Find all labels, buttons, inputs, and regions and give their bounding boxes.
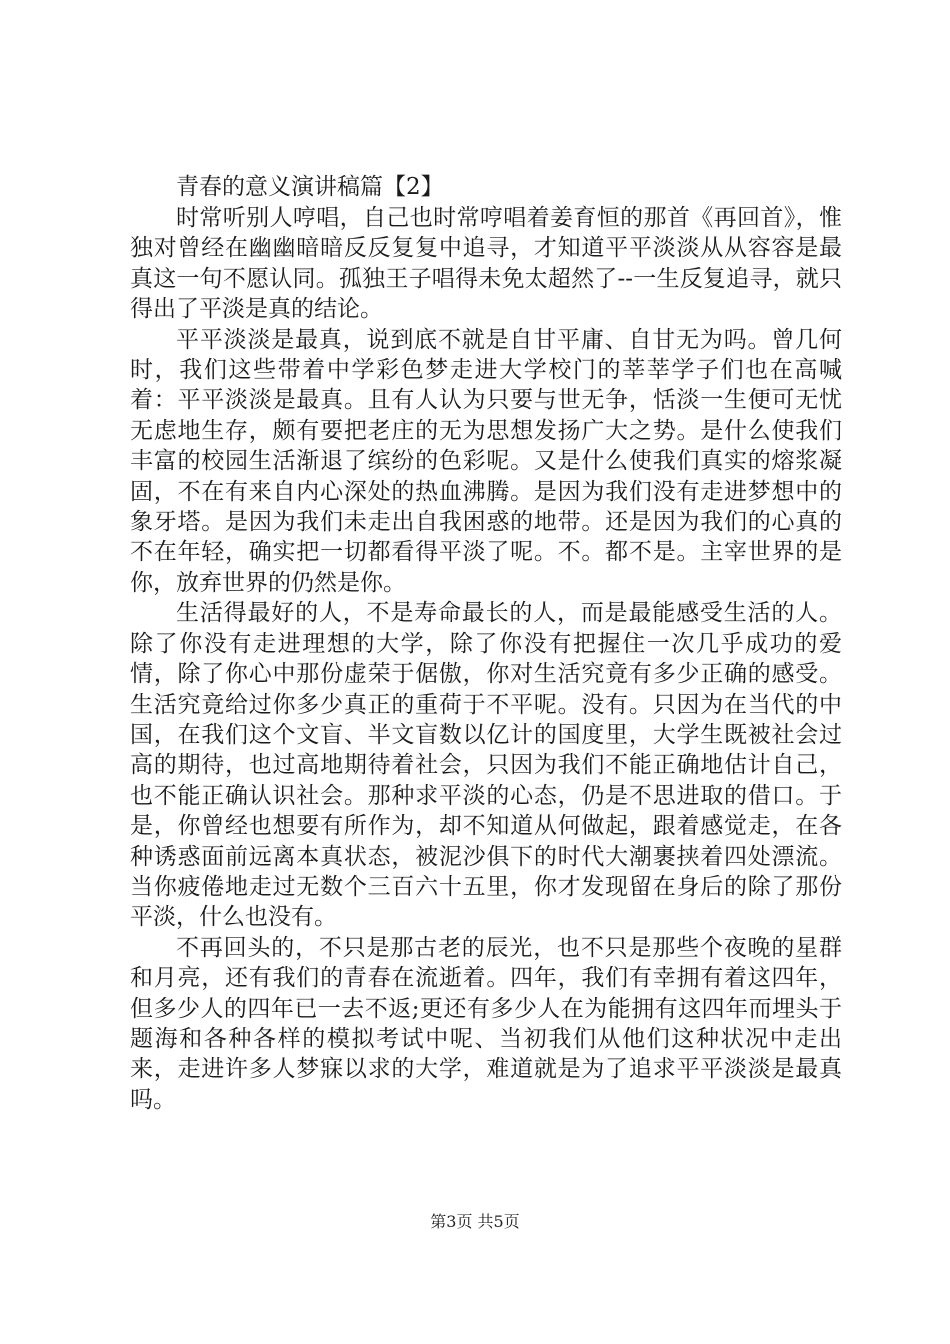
page-number-footer: 第3页 共5页 bbox=[430, 1212, 520, 1231]
document-body bbox=[130, 172, 842, 1115]
paragraph-2: 平平淡淡是最真，说到底不就是自甘平庸、自甘无为吗。曾几何时，我们这些带着中学彩色梦走进大学校门的莘莘学子们也在高喊着：平平淡淡是最真。且有人认为只要与世无争，恬淡一生便可无忧无虑地生存，颇有要把老庄的无为思想发扬广大之势。是什么使我们丰富的校园生活渐退了缤纷的色彩呢。又是什么使我们真实的熔浆凝固，不在有来自内心深处的热血沸腾。是因为我们没有走进梦想中的象牙塔。是因为我们未走出自我困惑的地带。还是因为我们的心真的不在年轻，确实把一切都看得平淡了呢。不。都不是。主宰世界的是你，放弃世界的仍然是你。 bbox=[130, 326, 842, 596]
paragraph-1: 时常听别人哼唱，自己也时常哼唱着姜育恒的那首《再回首》，惟独对曾经在幽幽暗暗反反复复中追寻，才知道平平淡淡从从容容是最真这一句不愿认同。孤独王子唱得未免太超然了--一生反复追寻，就只得出了平淡是真的结论。 bbox=[130, 205, 842, 323]
document-title: 青春的意义演讲稿篇【2】 bbox=[176, 174, 444, 200]
paragraph-3: 生活得最好的人，不是寿命最长的人，而是最能感受生活的人。除了你没有走进理想的大学，除了你没有把握住一次几乎成功的爱情，除了你心中那份虚荣于倨傲，你对生活究竟有多少正确的感受。生活究竟给过你多少真正的重荷于不平呢。没有。只因为在当代的中国，在我们这个文盲、半文盲数以亿计的国度里，大学生既被社会过高的期待，也过高地期待着社会，只因为我们不能正确地估计自己，也不能正确认识社会。那种求平淡的心态，仍是不思进取的借口。于是，你曾经也想要有所作为，却不知道从何做起，跟着感觉走，在各种诱惑面前远离本真状态，被泥沙俱下的时代大潮裹挟着四处漂流。当你疲倦地走过无数个三百六十五里，你才发现留在身后的除了那份平淡，什么也没有。 bbox=[130, 600, 842, 931]
paragraph-4: 不再回头的，不只是那古老的辰光，也不只是那些个夜晚的星群和月亮，还有我们的青春在流逝着。四年，我们有幸拥有着这四年，但多少人的四年已一去不返;更还有多少人在为能拥有这四年而埋头于题海和各种各样的模拟考试中呢、当初我们从他们这种状况中走出来，走进许多人梦寐以求的大学，难道就是为了追求平平淡淡是最真吗。 bbox=[130, 934, 842, 1113]
